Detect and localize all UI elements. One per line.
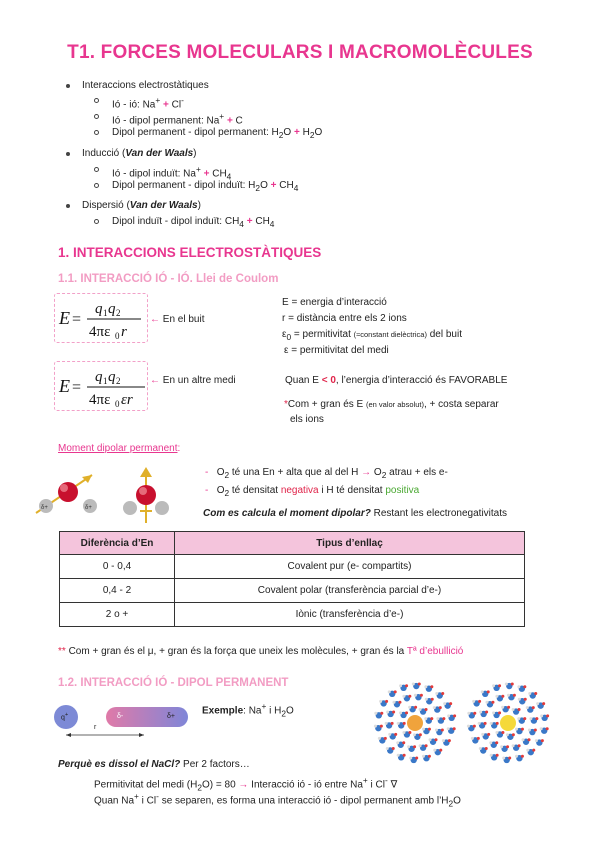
molecule-dot bbox=[492, 711, 495, 714]
molecule-dot bbox=[526, 749, 529, 752]
svg-text:E: E bbox=[59, 308, 70, 328]
svg-text:2: 2 bbox=[116, 308, 121, 318]
molecule-dot bbox=[541, 739, 544, 742]
molecule-dot bbox=[512, 733, 515, 736]
molecule-dot bbox=[403, 722, 406, 725]
molecule-dot bbox=[473, 725, 476, 728]
formula2-label: ← En un altre medi bbox=[150, 375, 236, 386]
molecule-dot bbox=[505, 683, 508, 686]
bullet-dot bbox=[66, 152, 70, 156]
molecule-dot bbox=[436, 717, 439, 720]
molecule-dot bbox=[528, 692, 531, 695]
svg-text:4πε: 4πε bbox=[89, 324, 111, 340]
table-cell: 0,4 - 2 bbox=[60, 579, 175, 603]
svg-text:4πε: 4πε bbox=[89, 392, 111, 408]
molecule-dot bbox=[385, 722, 388, 725]
molecule-dot bbox=[392, 747, 395, 750]
water-molecule-left bbox=[36, 475, 97, 513]
molecule-dot bbox=[408, 706, 411, 709]
sub-bullet-ion-dipol: Ió - dipol permanent: Na+ + C bbox=[112, 111, 243, 126]
moment-point-2: - $O_2$ té densitat negativa i H té densitat positiva bbox=[205, 485, 420, 498]
molecule-dot bbox=[523, 717, 526, 720]
distance-label: r bbox=[94, 724, 97, 731]
molecule-dot bbox=[536, 702, 539, 705]
molecule-dot bbox=[518, 744, 521, 747]
sub-bullet-ion-ion: Ió - ió: Na+ + Cl- bbox=[112, 95, 184, 110]
molecule-dot bbox=[374, 712, 377, 715]
molecule-dot bbox=[425, 698, 428, 701]
molecule-dot bbox=[521, 728, 524, 731]
molecule-dot bbox=[500, 745, 503, 748]
note-energy-2: els ions bbox=[290, 414, 324, 425]
molecule-dot bbox=[495, 741, 498, 744]
molecule-dot bbox=[391, 722, 394, 725]
bullet-circle bbox=[94, 219, 99, 224]
molecule-dot bbox=[419, 708, 422, 711]
coulomb-formula-vacuum bbox=[54, 293, 148, 343]
example-text: Exemple: Na+ i $H_2O$ bbox=[202, 701, 294, 719]
molecule-dot bbox=[508, 756, 511, 759]
molecule-dot bbox=[429, 738, 432, 741]
molecule-dot bbox=[479, 710, 482, 713]
molecule-dot bbox=[496, 754, 499, 757]
bullet-induccio: Inducció (Van der Waals) bbox=[82, 148, 197, 159]
formula1-label: ← En el buit bbox=[150, 314, 205, 325]
table-header: Tipus d’enllaç bbox=[175, 532, 525, 555]
molecule-dot bbox=[518, 698, 521, 701]
bullet-circle bbox=[94, 183, 99, 188]
molecule-dot bbox=[453, 727, 456, 730]
table-cell: 2 o + bbox=[60, 603, 175, 627]
molecule-dot bbox=[430, 685, 433, 688]
molecule-dot bbox=[528, 729, 531, 732]
molecule-dot bbox=[413, 745, 416, 748]
svg-text:r: r bbox=[121, 324, 127, 340]
svg-text:q: q bbox=[108, 369, 116, 385]
sub-bullet-dipol-induit: Dipol permanent - dipol induït: $H_2O + CH_4$ bbox=[112, 180, 298, 193]
molecule-dot bbox=[495, 695, 498, 698]
water-molecule-right bbox=[123, 467, 169, 523]
molecule-dot bbox=[546, 714, 549, 717]
moment-point-1: - $O_2$ té una En + alta que al del $H \to O_2$ atrau + els e- bbox=[205, 467, 448, 480]
svg-text:q: q bbox=[95, 301, 103, 317]
molecule-dot bbox=[546, 727, 549, 730]
molecule-dot bbox=[518, 708, 521, 711]
molecule-dot bbox=[402, 695, 405, 698]
molecule-dot bbox=[443, 702, 446, 705]
molecule-dot bbox=[449, 702, 452, 705]
molecule-dot bbox=[405, 711, 408, 714]
molecule-dot bbox=[425, 708, 428, 711]
table-cell: 0 - 0,4 bbox=[60, 555, 175, 579]
calc-moment: Com es calcula el moment dipolar? Restant les electronegativitats bbox=[203, 508, 508, 519]
water-molecule-illustration bbox=[22, 465, 222, 525]
table-row bbox=[60, 555, 525, 579]
molecule-dot bbox=[534, 729, 537, 732]
molecule-dot bbox=[487, 733, 490, 736]
molecule-dot bbox=[402, 741, 405, 744]
molecule-dot bbox=[399, 711, 402, 714]
molecule-dot bbox=[398, 701, 401, 704]
molecule-dot bbox=[385, 700, 388, 703]
section-heading-1-1: 1.1. INTERACCIÓ IÓ - IÓ. Llei de Coulom bbox=[58, 273, 279, 285]
molecule-dot bbox=[386, 747, 389, 750]
delta-minus-label: δ- bbox=[117, 713, 124, 720]
section-heading-1-2: 1.2. INTERACCIÓ IÓ - DIPOL PERMANENT bbox=[58, 677, 289, 689]
def-E: E = energia d’interacció bbox=[282, 297, 387, 308]
molecule-dot bbox=[515, 728, 518, 731]
molecule-dot bbox=[412, 683, 415, 686]
bullet-dispersio: Dispersió (Van der Waals) bbox=[82, 200, 201, 211]
sub-bullet-ion-induit: Ió - dipol induït: $Na^+ + CH_4$ bbox=[112, 164, 231, 181]
molecule-dot bbox=[419, 744, 422, 747]
molecule-dot bbox=[439, 706, 442, 709]
molecule-dot bbox=[447, 727, 450, 730]
molecule-dot bbox=[394, 733, 397, 736]
table-header-row bbox=[60, 532, 525, 555]
svg-text:=: = bbox=[72, 379, 82, 396]
molecule-dot bbox=[517, 685, 520, 688]
molecule-dot bbox=[473, 712, 476, 715]
def-eps: ε = permitivitat del medi bbox=[284, 345, 389, 356]
molecule-dot bbox=[414, 694, 417, 697]
molecule-dot bbox=[447, 714, 450, 717]
molecule-dot bbox=[490, 722, 493, 725]
def-r: r = distància entre els 2 ions bbox=[282, 313, 407, 324]
footnote-boiling: ** Com + gran és el μ, + gran és la força que uneix les molècules, + gran és la Tª d’ebullició bbox=[58, 646, 464, 657]
molecule-dot bbox=[407, 715, 423, 731]
hydration-sphere-illustration bbox=[370, 682, 556, 764]
molecule-dot bbox=[478, 700, 481, 703]
molecule-dot bbox=[431, 698, 434, 701]
table-cell: Covalent polar (transferència parcial d’e-) bbox=[175, 579, 525, 603]
molecule-dot bbox=[419, 733, 422, 736]
molecule-dot bbox=[477, 737, 480, 740]
page-title: T1. FORCES MOLECULARS I MACROMOLÈCULES bbox=[67, 42, 533, 63]
molecule-dot bbox=[407, 745, 410, 748]
molecule-dot bbox=[500, 715, 516, 731]
molecule-dot bbox=[392, 710, 395, 713]
molecule-dot bbox=[428, 728, 431, 731]
svg-text:q: q bbox=[95, 369, 103, 385]
molecule-dot bbox=[448, 739, 451, 742]
ion-label: q+ bbox=[61, 712, 69, 722]
molecule-dot bbox=[485, 747, 488, 750]
molecule-dot bbox=[467, 725, 470, 728]
table-row bbox=[60, 579, 525, 603]
molecule-dot bbox=[388, 690, 391, 693]
molecule-dot bbox=[485, 701, 488, 704]
molecule-dot bbox=[428, 755, 431, 758]
molecule-dot bbox=[501, 731, 504, 734]
molecule-dot bbox=[379, 700, 382, 703]
molecule-dot bbox=[506, 745, 509, 748]
svg-text:E: E bbox=[59, 376, 70, 396]
molecule-dot bbox=[397, 754, 400, 757]
molecule-dot bbox=[441, 729, 444, 732]
section-heading-1: 1. INTERACCIONS ELECTROSTÀTIQUES bbox=[58, 245, 322, 260]
molecule-dot bbox=[521, 755, 524, 758]
molecule-dot bbox=[435, 729, 438, 732]
molecule-dot bbox=[542, 702, 545, 705]
molecule-dot bbox=[374, 725, 377, 728]
molecule-dot bbox=[384, 737, 387, 740]
svg-text:1: 1 bbox=[103, 376, 108, 386]
molecule-dot bbox=[498, 684, 501, 687]
ion-dipole-diagram bbox=[48, 700, 198, 742]
molecule-dot bbox=[481, 690, 484, 693]
molecule-dot bbox=[433, 749, 436, 752]
formula-graphic bbox=[55, 294, 149, 344]
separation-line: Quan Na+ i Cl- se separen, es forma una interacció ió - dipol permanent amb $l’H_2O$ bbox=[94, 791, 461, 809]
molecule-dot bbox=[540, 714, 543, 717]
molecule-dot bbox=[528, 738, 531, 741]
svg-text:0: 0 bbox=[115, 331, 120, 341]
formula-graphic bbox=[55, 362, 149, 412]
bullet-electrostatic: Interaccions electrostàtiques bbox=[82, 80, 209, 91]
molecule-dot bbox=[453, 714, 456, 717]
molecule-dot bbox=[522, 738, 525, 741]
molecule-dot bbox=[392, 701, 395, 704]
molecule-dot bbox=[441, 692, 444, 695]
molecule-dot bbox=[422, 755, 425, 758]
def-eps0: $\varepsilon_0$ = permitivitat (≈constant dielèctrica) del buit bbox=[282, 329, 462, 342]
delta-plus-label: δ+ bbox=[167, 713, 175, 720]
bullet-circle bbox=[94, 114, 99, 119]
molecule-dot bbox=[422, 728, 425, 731]
molecule-dot bbox=[388, 733, 391, 736]
molecule-dot bbox=[439, 749, 442, 752]
molecule-dot bbox=[517, 717, 520, 720]
molecule-dot bbox=[378, 737, 381, 740]
note-energy: *Com + gran és E (en valor absolut), + costa separar bbox=[284, 399, 499, 410]
molecule-dot bbox=[498, 711, 501, 714]
molecule-dot bbox=[535, 739, 538, 742]
nacl-question: Perquè es dissol el NaCl? Per 2 factors… bbox=[58, 759, 250, 770]
molecule-dot bbox=[425, 744, 428, 747]
molecule-dot bbox=[430, 717, 433, 720]
molecule-dot bbox=[414, 706, 417, 709]
coulomb-formula-medium bbox=[54, 361, 148, 411]
molecule-dot bbox=[501, 695, 504, 698]
svg-text:εr: εr bbox=[121, 392, 133, 408]
molecule-dot bbox=[491, 701, 494, 704]
permittivity-line: Permitivitat del medi $(H_2O) = 80$ → Interacció ió - ió entre Na+ i Cl- ∇ bbox=[94, 775, 398, 793]
sub-bullet-induit-induit: Dipol induït - dipol induït: $CH_4 + CH_4$ bbox=[112, 216, 274, 229]
bullet-circle bbox=[94, 130, 99, 135]
molecule-dot bbox=[540, 727, 543, 730]
table-header: Diferència d’En bbox=[60, 532, 175, 555]
molecule-dot bbox=[380, 712, 383, 715]
moment-title: Moment dipolar permanent: bbox=[58, 443, 181, 454]
molecule-dot bbox=[511, 683, 514, 686]
molecule-dot bbox=[524, 698, 527, 701]
molecule-dot bbox=[534, 692, 537, 695]
molecule-dot bbox=[487, 690, 490, 693]
molecule-dot bbox=[442, 717, 445, 720]
molecule-dot bbox=[471, 737, 474, 740]
molecule-dot bbox=[433, 706, 436, 709]
svg-text:δ+: δ+ bbox=[85, 505, 92, 511]
bullet-dot bbox=[66, 84, 70, 88]
molecule-dot bbox=[507, 694, 510, 697]
molecule-dot bbox=[472, 700, 475, 703]
molecule-dot bbox=[535, 717, 538, 720]
molecule-dot bbox=[526, 706, 529, 709]
molecule-dot bbox=[513, 694, 516, 697]
molecule-dot bbox=[478, 722, 481, 725]
svg-text:q: q bbox=[108, 301, 116, 317]
table-cell: Covalent pur (e- compartits) bbox=[175, 555, 525, 579]
molecule-dot bbox=[386, 710, 389, 713]
molecule-dot bbox=[479, 747, 482, 750]
molecule-dot bbox=[529, 717, 532, 720]
bullet-circle bbox=[94, 167, 99, 172]
table-row bbox=[60, 603, 525, 627]
bullet-dot bbox=[66, 204, 70, 208]
molecule-dot bbox=[495, 731, 498, 734]
svg-text:=: = bbox=[72, 311, 82, 328]
molecule-dot bbox=[490, 754, 493, 757]
molecule-dot bbox=[489, 741, 492, 744]
molecule-dot bbox=[418, 683, 421, 686]
molecule-dot bbox=[394, 690, 397, 693]
molecule-dot bbox=[485, 710, 488, 713]
molecule-dot bbox=[496, 722, 499, 725]
molecule-dot bbox=[501, 706, 504, 709]
molecule-dot bbox=[397, 722, 400, 725]
molecule-dot bbox=[408, 695, 411, 698]
molecule-dot bbox=[492, 684, 495, 687]
bullet-circle bbox=[94, 98, 99, 103]
molecule-dot bbox=[435, 738, 438, 741]
molecule-dot bbox=[481, 733, 484, 736]
molecule-dot bbox=[405, 684, 408, 687]
molecule-dot bbox=[484, 722, 487, 725]
molecule-dot bbox=[507, 706, 510, 709]
molecule-dot bbox=[396, 741, 399, 744]
molecule-dot bbox=[413, 733, 416, 736]
molecule-dot bbox=[424, 717, 427, 720]
molecule-dot bbox=[512, 708, 515, 711]
molecule-dot bbox=[403, 754, 406, 757]
svg-text:2: 2 bbox=[116, 376, 121, 386]
molecule-dot bbox=[515, 755, 518, 758]
svg-text:δ+: δ+ bbox=[41, 505, 48, 511]
table-cell: Iònic (transferència d’e-) bbox=[175, 603, 525, 627]
molecule-dot bbox=[523, 685, 526, 688]
svg-text:0: 0 bbox=[115, 399, 120, 409]
molecule-dot bbox=[532, 706, 535, 709]
svg-text:1: 1 bbox=[103, 308, 108, 318]
molecule-dot bbox=[380, 725, 383, 728]
molecule-dot bbox=[408, 731, 411, 734]
electronegativity-table bbox=[59, 531, 525, 627]
molecule-dot bbox=[506, 733, 509, 736]
energy-favorable: Quan E < 0, l’energia d’interacció és FAVORABLE bbox=[285, 375, 508, 386]
molecule-dot bbox=[424, 685, 427, 688]
molecule-dot bbox=[415, 756, 418, 759]
molecule-dot bbox=[467, 712, 470, 715]
molecule-dot bbox=[399, 684, 402, 687]
molecule-dot bbox=[435, 692, 438, 695]
molecule-dot bbox=[402, 731, 405, 734]
molecule-dot bbox=[512, 744, 515, 747]
sub-bullet-dipol-dipol: Dipol permanent - dipol permanent: $H_2O + H_2O$ bbox=[112, 127, 322, 140]
molecule-dot bbox=[532, 749, 535, 752]
molecule-dot bbox=[442, 739, 445, 742]
molecule-dot bbox=[409, 756, 412, 759]
molecule-dot bbox=[420, 694, 423, 697]
molecule-dot bbox=[502, 756, 505, 759]
